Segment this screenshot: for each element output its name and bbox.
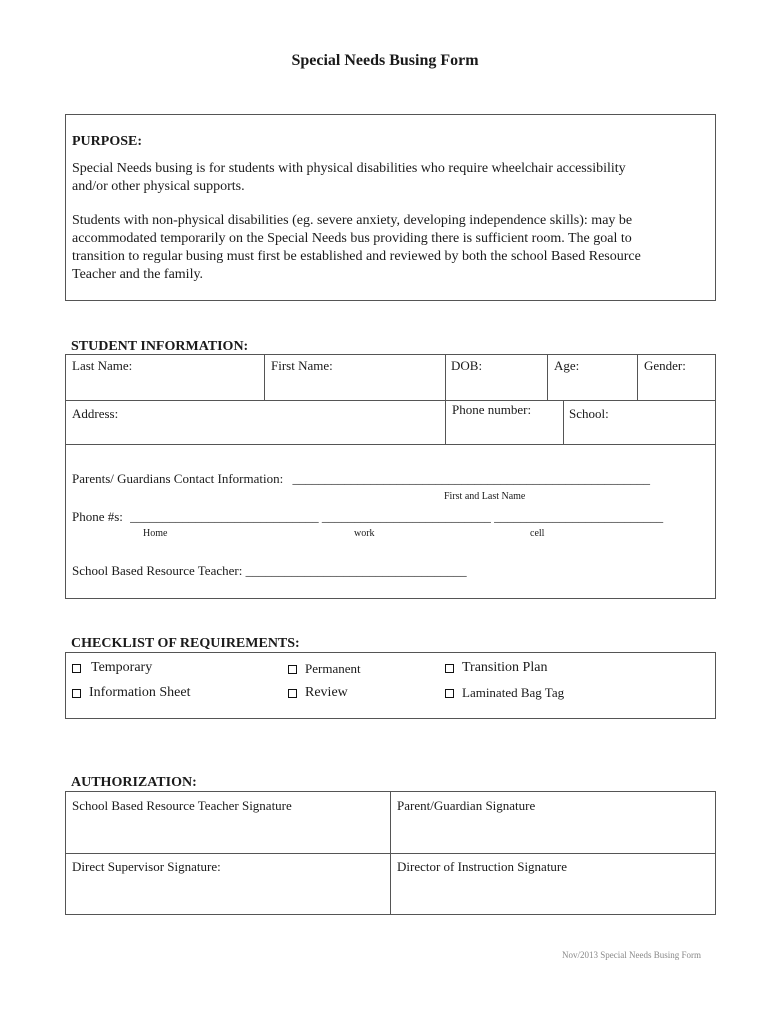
phones-row[interactable]	[72, 509, 663, 525]
parents-contact-label: Parents/ Guardians Contact Information:	[72, 471, 284, 486]
checkbox-label: Laminated Bag Tag	[462, 685, 565, 700]
checkbox-square-icon[interactable]	[72, 664, 81, 673]
checkbox-square-icon[interactable]	[288, 665, 297, 674]
page-title: Special Needs Busing Form	[291, 52, 479, 69]
phones-line[interactable]: _____________________________ __________________________ __________________________	[130, 509, 664, 524]
purpose-p2-line4: Teacher and the family.	[72, 267, 204, 282]
checkbox-square-icon[interactable]	[72, 689, 81, 698]
resource-teacher-row[interactable]	[72, 563, 467, 579]
last-name-field[interactable]: Last Name:	[72, 358, 133, 373]
student-info-section	[65, 354, 716, 599]
checkbox-square-icon[interactable]	[445, 689, 454, 698]
checkbox-label: Review	[305, 685, 348, 700]
checkbox-square-icon[interactable]	[288, 689, 297, 698]
checkbox-temporary[interactable]	[72, 660, 152, 676]
purpose-p1-line2: and/or other physical supports.	[72, 179, 245, 194]
phone-number-field[interactable]: Phone number:	[452, 402, 532, 417]
resource-teacher-line[interactable]: __________________________________	[245, 563, 467, 578]
col-divider-1	[264, 355, 265, 400]
purpose-p1-line1: Special Needs busing is for students with physical disabilities who require wheelchair accessibility	[72, 161, 626, 176]
purpose-p2-line2: accommodated temporarily on the Special Needs bus providing there is sufficient room. The goal to	[72, 231, 632, 246]
checkbox-label: Temporary	[91, 660, 153, 675]
cell-caption: cell	[530, 528, 545, 539]
parent-guardian-signature-field[interactable]: Parent/Guardian Signature	[397, 798, 536, 813]
checkbox-label: Transition Plan	[462, 660, 548, 675]
checkbox-square-icon[interactable]	[445, 664, 454, 673]
checkbox-review[interactable]	[288, 685, 348, 701]
col-divider-2	[445, 355, 446, 444]
purpose-heading: PURPOSE:	[72, 134, 142, 149]
student-info-heading: STUDENT INFORMATION:	[71, 339, 249, 354]
resource-teacher-label: School Based Resource Teacher:	[72, 563, 243, 578]
purpose-paragraph-1	[72, 160, 626, 196]
director-instruction-signature-field[interactable]: Director of Instruction Signature	[397, 859, 568, 874]
checkbox-information-sheet[interactable]	[72, 685, 190, 701]
row-divider-1	[66, 400, 715, 401]
checkbox-label: Information Sheet	[89, 685, 191, 700]
checkbox-laminated-bag-tag[interactable]	[445, 685, 564, 701]
col-divider-5	[563, 400, 564, 444]
col-divider-3	[547, 355, 548, 400]
checklist-section	[65, 652, 716, 719]
purpose-paragraph-2	[72, 212, 641, 284]
col-divider-4	[637, 355, 638, 400]
checkbox-transition-plan[interactable]	[445, 660, 547, 676]
checkbox-permanent[interactable]	[288, 661, 361, 677]
dob-field[interactable]: DOB:	[451, 358, 483, 373]
gender-field[interactable]: Gender:	[644, 358, 686, 373]
first-name-field[interactable]: First Name:	[271, 358, 333, 373]
work-caption: work	[354, 528, 375, 539]
parents-contact-line[interactable]: _______________________________________________________	[292, 471, 650, 486]
checkbox-label: Permanent	[305, 661, 361, 676]
home-caption: Home	[143, 528, 168, 539]
parents-contact-row[interactable]	[72, 471, 650, 487]
footer-text: Nov/2013 Special Needs Busing Form	[562, 950, 701, 960]
row-divider-2	[66, 444, 715, 445]
purpose-section	[65, 114, 716, 301]
school-field[interactable]: School:	[569, 406, 609, 421]
authorization-heading: AUTHORIZATION:	[71, 775, 197, 790]
address-field[interactable]: Address:	[72, 406, 119, 421]
resource-teacher-signature-field[interactable]: School Based Resource Teacher Signature	[72, 798, 292, 813]
phones-label: Phone #s:	[72, 509, 123, 524]
checklist-heading: CHECKLIST OF REQUIREMENTS:	[71, 636, 300, 651]
authorization-section	[65, 791, 716, 915]
age-field[interactable]: Age:	[554, 358, 580, 373]
purpose-p2-line1: Students with non-physical disabilities (eg. severe anxiety, developing independence skills): may be	[72, 213, 633, 228]
first-last-name-caption: First and Last Name	[444, 491, 526, 502]
direct-supervisor-signature-field[interactable]: Direct Supervisor Signature:	[72, 859, 221, 874]
purpose-p2-line3: transition to regular busing must first be established and reviewed by both the school Based Resource	[72, 249, 641, 264]
auth-col-divider	[390, 792, 391, 914]
